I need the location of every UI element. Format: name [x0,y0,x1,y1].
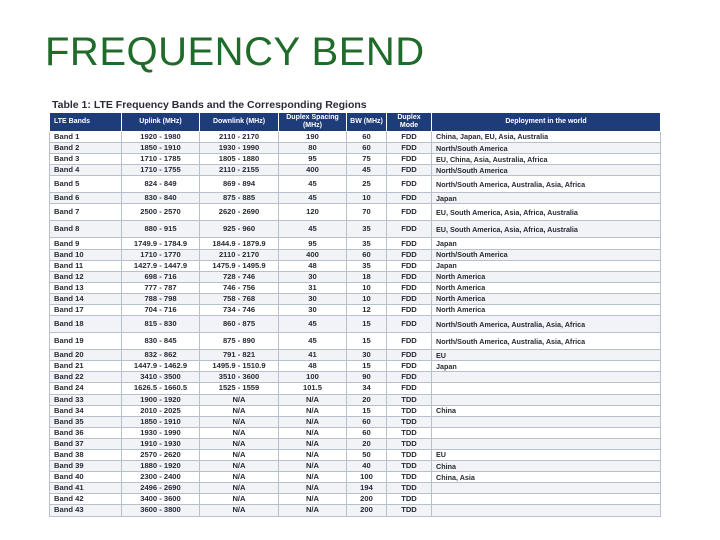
downlink-cell: 875 - 885 [200,193,279,204]
bw-cell: 60 [347,249,387,260]
deployment-cell: EU [432,350,661,361]
duplex-mode-cell: FDD [387,271,432,282]
table-row [50,372,661,383]
duplex-spacing-cell: N/A [279,472,347,483]
bw-cell: 15 [347,333,387,350]
bw-cell: 30 [347,350,387,361]
table-row [50,221,661,238]
table-row [50,249,661,260]
downlink-cell: 1805 - 1880 [200,154,279,165]
band-cell: Band 13 [50,282,122,293]
deployment-cell [432,505,661,516]
bw-cell: 70 [347,204,387,221]
table-caption: Table 1: LTE Frequency Bands and the Corresponding Regions [52,99,367,111]
table-row [50,193,661,204]
band-cell: Band 2 [50,143,122,154]
band-cell: Band 37 [50,438,122,449]
uplink-cell: 1710 - 1770 [122,249,200,260]
duplex-spacing-cell: 30 [279,271,347,282]
deployment-cell: North/South America, Australia, Asia, Africa [432,333,661,350]
band-cell: Band 9 [50,238,122,249]
duplex-mode-cell: TDD [387,405,432,416]
uplink-cell: 777 - 787 [122,282,200,293]
band-cell: Band 43 [50,505,122,516]
table-row [50,505,661,516]
deployment-cell [432,427,661,438]
deployment-cell: North/South America [432,249,661,260]
band-cell: Band 40 [50,472,122,483]
band-cell: Band 42 [50,494,122,505]
band-cell: Band 3 [50,154,122,165]
bw-cell: 10 [347,193,387,204]
downlink-cell: 728 - 746 [200,271,279,282]
uplink-cell: 704 - 716 [122,305,200,316]
uplink-cell: 1626.5 - 1660.5 [122,383,200,394]
duplex-spacing-cell: 30 [279,293,347,304]
deployment-cell: North America [432,293,661,304]
downlink-cell: 1525 - 1559 [200,383,279,394]
header-lte-bands: LTE Bands [50,113,122,132]
deployment-cell: China [432,405,661,416]
bw-cell: 15 [347,316,387,333]
slide-title: FREQUENCY BEND [45,30,425,74]
deployment-cell [432,438,661,449]
band-cell: Band 17 [50,305,122,316]
duplex-spacing-cell: 120 [279,204,347,221]
uplink-cell: 1850 - 1910 [122,143,200,154]
table-row [50,305,661,316]
deployment-cell: North America [432,282,661,293]
table-row [50,282,661,293]
deployment-cell [432,383,661,394]
bw-cell: 75 [347,154,387,165]
downlink-cell: N/A [200,483,279,494]
uplink-cell: 1910 - 1930 [122,438,200,449]
duplex-spacing-cell: 45 [279,221,347,238]
bw-cell: 60 [347,132,387,143]
table-row [50,316,661,333]
uplink-cell: 2010 - 2025 [122,405,200,416]
band-cell: Band 34 [50,405,122,416]
duplex-mode-cell: TDD [387,438,432,449]
deployment-cell: Japan [432,361,661,372]
deployment-cell: China, Japan, EU, Asia, Australia [432,132,661,143]
duplex-spacing-cell: N/A [279,483,347,494]
deployment-cell: North/South America [432,165,661,176]
bw-cell: 60 [347,416,387,427]
uplink-cell: 1427.9 - 1447.9 [122,260,200,271]
duplex-mode-cell: FDD [387,204,432,221]
downlink-cell: 875 - 890 [200,333,279,350]
duplex-spacing-cell: N/A [279,394,347,405]
bw-cell: 12 [347,305,387,316]
uplink-cell: 1710 - 1755 [122,165,200,176]
uplink-cell: 3410 - 3500 [122,372,200,383]
band-cell: Band 41 [50,483,122,494]
duplex-mode-cell: FDD [387,176,432,193]
uplink-cell: 832 - 862 [122,350,200,361]
duplex-mode-cell: FDD [387,333,432,350]
duplex-spacing-cell: N/A [279,416,347,427]
band-cell: Band 7 [50,204,122,221]
duplex-mode-cell: FDD [387,293,432,304]
duplex-spacing-cell: 30 [279,305,347,316]
table-row [50,165,661,176]
bw-cell: 10 [347,282,387,293]
duplex-spacing-cell: 80 [279,143,347,154]
uplink-cell: 1749.9 - 1784.9 [122,238,200,249]
bw-cell: 20 [347,394,387,405]
duplex-mode-cell: FDD [387,260,432,271]
table-row [50,154,661,165]
duplex-spacing-cell: 95 [279,154,347,165]
deployment-cell: Japan [432,260,661,271]
deployment-cell: Japan [432,238,661,249]
table-row [50,350,661,361]
uplink-cell: 698 - 716 [122,271,200,282]
table-row [50,449,661,460]
band-cell: Band 38 [50,449,122,460]
bw-cell: 25 [347,176,387,193]
table-row [50,427,661,438]
duplex-mode-cell: TDD [387,472,432,483]
duplex-mode-cell: FDD [387,249,432,260]
header-deployment: Deployment in the world [432,113,661,132]
table-body [50,132,661,517]
duplex-spacing-cell: 101.5 [279,383,347,394]
uplink-cell: 824 - 849 [122,176,200,193]
duplex-spacing-cell: 48 [279,260,347,271]
downlink-cell: N/A [200,416,279,427]
table-row [50,271,661,282]
deployment-cell [432,372,661,383]
uplink-cell: 830 - 845 [122,333,200,350]
duplex-mode-cell: TDD [387,394,432,405]
bw-cell: 100 [347,472,387,483]
duplex-mode-cell: FDD [387,193,432,204]
downlink-cell: N/A [200,405,279,416]
duplex-mode-cell: TDD [387,449,432,460]
table-row [50,143,661,154]
band-cell: Band 39 [50,461,122,472]
downlink-cell: 1475.9 - 1495.9 [200,260,279,271]
bw-cell: 60 [347,427,387,438]
duplex-mode-cell: FDD [387,316,432,333]
uplink-cell: 2500 - 2570 [122,204,200,221]
bw-cell: 200 [347,494,387,505]
band-cell: Band 11 [50,260,122,271]
downlink-cell: 734 - 746 [200,305,279,316]
duplex-mode-cell: FDD [387,383,432,394]
uplink-cell: 880 - 915 [122,221,200,238]
uplink-cell: 1710 - 1785 [122,154,200,165]
deployment-cell: North America [432,271,661,282]
duplex-spacing-cell: 95 [279,238,347,249]
duplex-mode-cell: TDD [387,461,432,472]
table-row [50,260,661,271]
downlink-cell: N/A [200,427,279,438]
duplex-mode-cell: FDD [387,282,432,293]
duplex-spacing-cell: 48 [279,361,347,372]
deployment-cell: China, Asia [432,472,661,483]
table-row [50,383,661,394]
deployment-cell [432,494,661,505]
duplex-mode-cell: TDD [387,416,432,427]
uplink-cell: 3600 - 3800 [122,505,200,516]
duplex-mode-cell: TDD [387,483,432,494]
band-cell: Band 6 [50,193,122,204]
duplex-mode-cell: TDD [387,494,432,505]
band-cell: Band 4 [50,165,122,176]
downlink-cell: 2110 - 2155 [200,165,279,176]
band-cell: Band 33 [50,394,122,405]
uplink-cell: 788 - 798 [122,293,200,304]
downlink-cell: 860 - 875 [200,316,279,333]
duplex-mode-cell: TDD [387,505,432,516]
uplink-cell: 830 - 840 [122,193,200,204]
band-cell: Band 1 [50,132,122,143]
duplex-mode-cell: FDD [387,372,432,383]
duplex-spacing-cell: 31 [279,282,347,293]
uplink-cell: 1850 - 1910 [122,416,200,427]
deployment-cell: China [432,461,661,472]
table-row [50,461,661,472]
duplex-spacing-cell: 45 [279,333,347,350]
duplex-mode-cell: FDD [387,361,432,372]
downlink-cell: 1930 - 1990 [200,143,279,154]
duplex-mode-cell: FDD [387,132,432,143]
band-cell: Band 35 [50,416,122,427]
deployment-cell: EU [432,449,661,460]
duplex-mode-cell: FDD [387,143,432,154]
downlink-cell: 3510 - 3600 [200,372,279,383]
deployment-cell: North America [432,305,661,316]
table-row [50,472,661,483]
band-cell: Band 10 [50,249,122,260]
downlink-cell: 791 - 821 [200,350,279,361]
downlink-cell: N/A [200,438,279,449]
bw-cell: 35 [347,221,387,238]
table-row [50,333,661,350]
downlink-cell: 2620 - 2690 [200,204,279,221]
bw-cell: 10 [347,293,387,304]
downlink-cell: N/A [200,505,279,516]
downlink-cell: 2110 - 2170 [200,249,279,260]
bw-cell: 90 [347,372,387,383]
bw-cell: 200 [347,505,387,516]
duplex-mode-cell: FDD [387,154,432,165]
duplex-mode-cell: FDD [387,350,432,361]
band-cell: Band 5 [50,176,122,193]
table-row [50,204,661,221]
duplex-spacing-cell: 45 [279,176,347,193]
duplex-spacing-cell: N/A [279,449,347,460]
bw-cell: 15 [347,405,387,416]
band-cell: Band 14 [50,293,122,304]
duplex-spacing-cell: N/A [279,461,347,472]
bw-cell: 35 [347,260,387,271]
duplex-mode-cell: FDD [387,238,432,249]
deployment-cell: EU, China, Asia, Australia, Africa [432,154,661,165]
uplink-cell: 1900 - 1920 [122,394,200,405]
duplex-spacing-cell: N/A [279,405,347,416]
downlink-cell: N/A [200,461,279,472]
deployment-cell [432,416,661,427]
header-duplex-spacing: Duplex Spacing (MHz) [279,113,347,132]
band-cell: Band 12 [50,271,122,282]
uplink-cell: 1930 - 1990 [122,427,200,438]
table-row [50,494,661,505]
table-row [50,361,661,372]
band-cell: Band 24 [50,383,122,394]
bw-cell: 50 [347,449,387,460]
band-cell: Band 8 [50,221,122,238]
duplex-spacing-cell: N/A [279,427,347,438]
band-cell: Band 36 [50,427,122,438]
downlink-cell: 2110 - 2170 [200,132,279,143]
deployment-cell [432,483,661,494]
duplex-spacing-cell: N/A [279,494,347,505]
uplink-cell: 3400 - 3600 [122,494,200,505]
downlink-cell: N/A [200,394,279,405]
duplex-spacing-cell: 100 [279,372,347,383]
table-row [50,293,661,304]
downlink-cell: 1495.9 - 1510.9 [200,361,279,372]
duplex-mode-cell: FDD [387,305,432,316]
downlink-cell: N/A [200,449,279,460]
band-cell: Band 21 [50,361,122,372]
uplink-cell: 1447.9 - 1462.9 [122,361,200,372]
bw-cell: 60 [347,143,387,154]
table-row [50,438,661,449]
header-duplex-mode: Duplex Mode [387,113,432,132]
header-uplink: Uplink (MHz) [122,113,200,132]
duplex-spacing-cell: 45 [279,193,347,204]
uplink-cell: 1880 - 1920 [122,461,200,472]
deployment-cell: Japan [432,193,661,204]
uplink-cell: 815 - 830 [122,316,200,333]
header-downlink: Downlink (MHz) [200,113,279,132]
band-cell: Band 22 [50,372,122,383]
uplink-cell: 2570 - 2620 [122,449,200,460]
duplex-mode-cell: TDD [387,427,432,438]
bw-cell: 40 [347,461,387,472]
deployment-cell: North/South America [432,143,661,154]
duplex-spacing-cell: 190 [279,132,347,143]
bw-cell: 45 [347,165,387,176]
duplex-spacing-cell: N/A [279,438,347,449]
deployment-cell: EU, South America, Asia, Africa, Australia [432,221,661,238]
bw-cell: 194 [347,483,387,494]
bw-cell: 34 [347,383,387,394]
downlink-cell: 758 - 768 [200,293,279,304]
duplex-mode-cell: FDD [387,221,432,238]
bw-cell: 20 [347,438,387,449]
duplex-spacing-cell: N/A [279,505,347,516]
downlink-cell: 869 - 894 [200,176,279,193]
table-row [50,394,661,405]
deployment-cell: EU, South America, Asia, Africa, Australia [432,204,661,221]
band-cell: Band 18 [50,316,122,333]
downlink-cell: 746 - 756 [200,282,279,293]
uplink-cell: 2300 - 2400 [122,472,200,483]
deployment-cell [432,394,661,405]
duplex-mode-cell: FDD [387,165,432,176]
downlink-cell: 1844.9 - 1879.9 [200,238,279,249]
lte-frequency-table [49,112,661,517]
bw-cell: 15 [347,361,387,372]
downlink-cell: N/A [200,494,279,505]
deployment-cell: North/South America, Australia, Asia, Africa [432,176,661,193]
uplink-cell: 1920 - 1980 [122,132,200,143]
table-row [50,405,661,416]
downlink-cell: N/A [200,472,279,483]
duplex-spacing-cell: 400 [279,165,347,176]
header-bw: BW (MHz) [347,113,387,132]
downlink-cell: 925 - 960 [200,221,279,238]
duplex-spacing-cell: 400 [279,249,347,260]
table-row [50,238,661,249]
band-cell: Band 19 [50,333,122,350]
table-header-row [50,113,661,132]
bw-cell: 35 [347,238,387,249]
table-row [50,132,661,143]
bw-cell: 18 [347,271,387,282]
table-row [50,416,661,427]
deployment-cell: North/South America, Australia, Asia, Africa [432,316,661,333]
uplink-cell: 2496 - 2690 [122,483,200,494]
table-row [50,176,661,193]
duplex-spacing-cell: 41 [279,350,347,361]
table-row [50,483,661,494]
band-cell: Band 20 [50,350,122,361]
duplex-spacing-cell: 45 [279,316,347,333]
